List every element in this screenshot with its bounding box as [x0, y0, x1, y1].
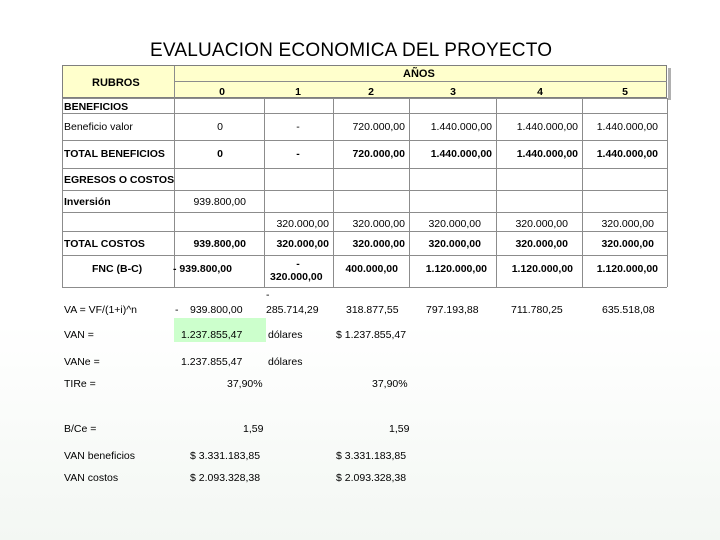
cell: 320.000,00 [276, 238, 329, 250]
header-shadow [668, 68, 671, 100]
anos-divider [174, 81, 667, 82]
cell: 1.440.000,00 [516, 121, 578, 133]
van-beneficios-value: $ 3.331.183,85 [190, 450, 261, 462]
tire-value-2: 37,90% [372, 378, 408, 390]
row-label-total-beneficios: TOTAL BENEFICIOS [64, 148, 165, 160]
year-2: 2 [368, 86, 374, 98]
van-label: VAN = [64, 329, 94, 341]
grid-line [62, 98, 63, 287]
cell: 939.800,00 [193, 196, 246, 208]
cell: 320.000,00 [270, 271, 323, 283]
va-dash: - [266, 289, 270, 301]
row-label-inversion: Inversión [64, 196, 111, 208]
cell: 320.000,00 [352, 218, 405, 230]
bce-label: B/Ce = [64, 423, 97, 435]
va-label: VA = VF/(1+i)^n [64, 304, 138, 316]
vane-unit: dólares [268, 356, 303, 368]
cell: 285.714,29 [266, 304, 319, 316]
grid-line [62, 287, 667, 288]
cell: 711.780,25 [511, 304, 563, 316]
cell: 1.120.000,00 [425, 263, 487, 275]
van-usd: $ 1.237.855,47 [336, 329, 407, 341]
van-costos-value: $ 2.093.328,38 [190, 472, 261, 484]
year-5: 5 [622, 86, 628, 98]
row-label-total-costos: TOTAL COSTOS [64, 238, 145, 250]
year-1: 1 [295, 86, 301, 98]
cell: 939.800,00 [193, 238, 246, 250]
rubros-divider [174, 66, 175, 98]
va-dash: - [175, 304, 179, 316]
grid-line [409, 98, 410, 287]
cell: 0 [217, 148, 223, 160]
vane-label: VANe = [64, 356, 100, 368]
section-egresos: EGRESOS O COSTOS [64, 174, 175, 186]
bce-value-2: 1,59 [389, 423, 410, 435]
cell: 797.193,88 [426, 304, 479, 316]
cell: 320.000,00 [352, 238, 405, 250]
cell: 0 [217, 121, 223, 133]
cell: 320.000,00 [428, 218, 481, 230]
grid-line [62, 168, 667, 169]
tire-label: TIRe = [64, 378, 96, 390]
cell: 400.000,00 [345, 263, 398, 275]
cell: - 939.800,00 [173, 263, 232, 275]
cell: 320.000,00 [515, 238, 568, 250]
cell: 1.440.000,00 [596, 121, 658, 133]
grid-line [62, 212, 667, 213]
cell: 1.120.000,00 [511, 263, 573, 275]
van-beneficios-value-2: $ 3.331.183,85 [336, 450, 407, 462]
van-costos-value-2: $ 2.093.328,38 [336, 472, 407, 484]
year-3: 3 [450, 86, 456, 98]
cell: 320.000,00 [601, 238, 654, 250]
grid-line [62, 113, 667, 114]
cell: 635.518,08 [602, 304, 655, 316]
grid-line [264, 98, 265, 287]
cell: 939.800,00 [190, 304, 243, 316]
section-beneficios: BENEFICIOS [64, 101, 129, 113]
grid-line [333, 98, 334, 287]
cell: 320.000,00 [276, 218, 329, 230]
cell: 1.440.000,00 [516, 148, 578, 160]
anos-header: AÑOS [403, 68, 435, 80]
cell: - [296, 258, 300, 270]
cell: 320.000,00 [601, 218, 654, 230]
cell: 320.000,00 [515, 218, 568, 230]
van-costos-label: VAN costos [64, 472, 119, 484]
cell: 1.440.000,00 [596, 148, 658, 160]
cell: 1.120.000,00 [596, 263, 658, 275]
grid-line [62, 255, 667, 256]
tire-value: 37,90% [227, 378, 263, 390]
vane-value: 1.237.855,47 [181, 356, 243, 368]
cell: 1.440.000,00 [430, 148, 492, 160]
page-title: EVALUACION ECONOMICA DEL PROYECTO [150, 40, 553, 61]
grid-line [62, 98, 667, 99]
grid-line [496, 98, 497, 287]
cell: 720.000,00 [352, 148, 405, 160]
bce-value: 1,59 [243, 423, 264, 435]
cell: 720.000,00 [352, 121, 405, 133]
row-label-beneficio-valor: Beneficio valor [64, 121, 133, 133]
row-label-fnc: FNC (B-C) [92, 263, 143, 275]
grid-line [174, 98, 175, 287]
rubros-header: RUBROS [92, 77, 140, 89]
cell: - [296, 148, 300, 160]
van-value: 1.237.855,47 [181, 329, 243, 341]
cell: 320.000,00 [428, 238, 481, 250]
cell: 318.877,55 [346, 304, 399, 316]
grid-line [62, 140, 667, 141]
grid-line [62, 231, 667, 232]
van-unit: dólares [268, 329, 303, 341]
van-beneficios-label: VAN beneficios [64, 450, 136, 462]
year-4: 4 [537, 86, 543, 98]
cell: 1.440.000,00 [430, 121, 492, 133]
cell: - [296, 121, 300, 133]
grid-line [62, 190, 667, 191]
grid-line [582, 98, 583, 287]
year-0: 0 [219, 86, 225, 98]
grid-line [667, 98, 668, 287]
